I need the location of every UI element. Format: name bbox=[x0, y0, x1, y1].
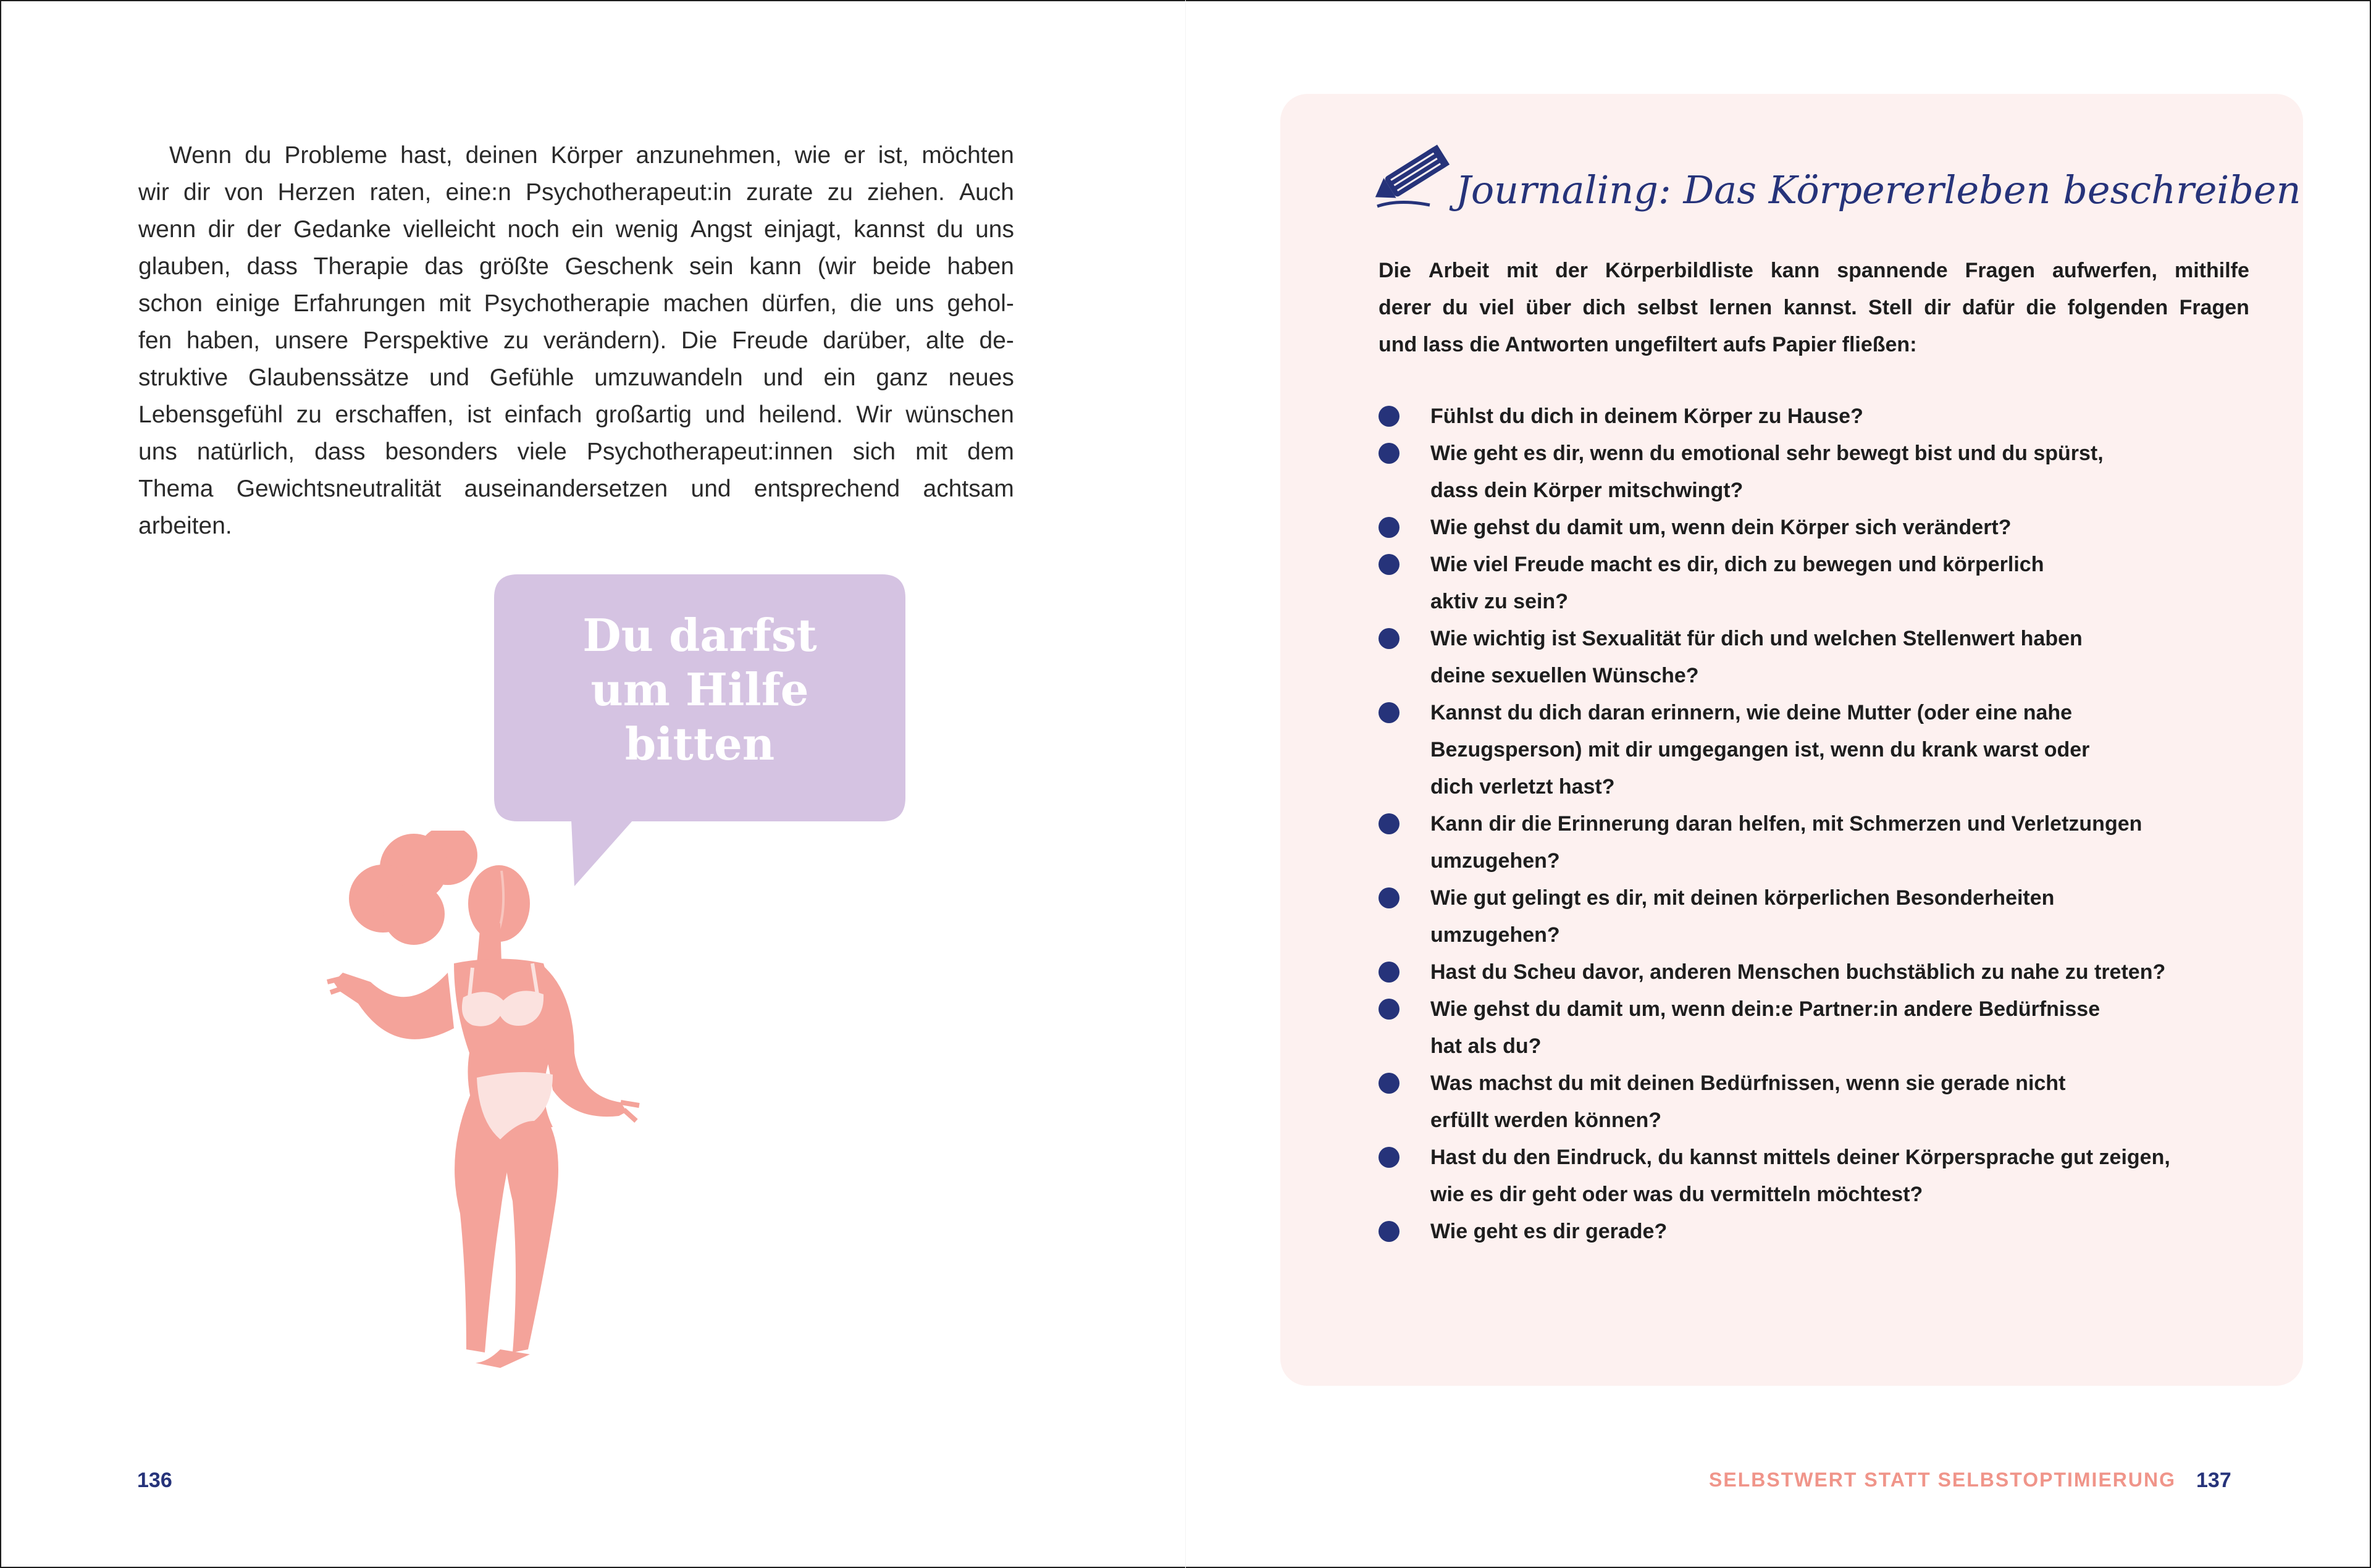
journaling-intro bbox=[1379, 252, 2249, 363]
word: Arbeit bbox=[1428, 259, 1490, 282]
word: anzunehmen, bbox=[636, 142, 782, 169]
body-line bbox=[138, 322, 1014, 359]
word: besonders bbox=[385, 438, 498, 465]
word: du bbox=[1442, 296, 1468, 319]
question-text: Wie wichtig ist Sexualität für dich und welchen Stellenwert haben deine sexuellen Wünsche? bbox=[1430, 627, 2083, 687]
word: er bbox=[844, 142, 865, 169]
bullet-dot bbox=[1379, 887, 1400, 908]
question-text: Wie viel Freude macht es dir, dich zu bewegen und körperlich aktiv zu sein? bbox=[1430, 553, 2044, 613]
question-item bbox=[1379, 509, 2280, 546]
word: der bbox=[246, 216, 282, 243]
body-line bbox=[138, 285, 1014, 322]
word: machen bbox=[663, 290, 749, 317]
word: umzuwandeln bbox=[594, 364, 743, 391]
word: und bbox=[690, 476, 731, 502]
word: zu bbox=[827, 179, 853, 206]
word: und bbox=[705, 401, 745, 428]
word: Freude bbox=[732, 327, 808, 354]
word: eine:n bbox=[445, 179, 511, 206]
word: Körper bbox=[550, 142, 623, 169]
word: dürfen, bbox=[762, 290, 837, 317]
question-item bbox=[1379, 805, 2280, 879]
word: die bbox=[2026, 296, 2057, 319]
word: noch bbox=[507, 216, 560, 243]
bubble-line: Du darfst bbox=[582, 609, 817, 661]
word: Erfahrungen bbox=[293, 290, 426, 317]
word: Stell bbox=[1868, 296, 1913, 319]
word: Therapie bbox=[313, 253, 409, 280]
question-item bbox=[1379, 1139, 2280, 1213]
word: wenn bbox=[138, 216, 196, 243]
word: großartig bbox=[595, 401, 692, 428]
word: neues bbox=[948, 364, 1014, 391]
word: uns bbox=[895, 290, 934, 317]
word: ist, bbox=[878, 142, 909, 169]
word: aufwerfen, bbox=[2052, 259, 2158, 282]
word: wir bbox=[138, 179, 169, 206]
word: Psychotherapie bbox=[484, 290, 650, 317]
word: heilend. bbox=[758, 401, 843, 428]
word: deinen bbox=[465, 142, 538, 169]
word: wie bbox=[794, 142, 831, 169]
word: Glaubenssätze bbox=[248, 364, 409, 391]
bullet-dot bbox=[1379, 1147, 1400, 1168]
word: über bbox=[1525, 296, 1572, 319]
word: haben bbox=[947, 253, 1014, 280]
woman-illustration bbox=[315, 831, 661, 1386]
word: darüber, bbox=[823, 327, 912, 354]
word: die bbox=[850, 290, 883, 317]
word: Lebensgefühl bbox=[138, 401, 283, 428]
question-text: Wie geht es dir gerade? bbox=[1430, 1220, 1668, 1243]
word: zu bbox=[296, 401, 322, 428]
body-line bbox=[138, 396, 1014, 434]
word: Auch bbox=[959, 179, 1014, 206]
body-line bbox=[138, 137, 1014, 174]
question-item bbox=[1379, 1065, 2280, 1139]
word: Die bbox=[1379, 259, 1411, 282]
body-line: arbeiten. bbox=[138, 513, 232, 539]
bullet-dot bbox=[1379, 1073, 1400, 1094]
question-text: Wie gut gelingt es dir, mit deinen körperlichen Besonderheiten umzugehen? bbox=[1430, 886, 2055, 947]
page-number-left: 136 bbox=[137, 1469, 172, 1492]
word: viele bbox=[517, 438, 567, 465]
word: wünschen bbox=[905, 401, 1014, 428]
word: achtsam bbox=[923, 476, 1014, 502]
word: schon bbox=[138, 290, 203, 317]
word: entsprechend bbox=[753, 476, 900, 502]
word: (wir bbox=[817, 253, 857, 280]
body-line bbox=[138, 211, 1014, 248]
word: glauben, bbox=[138, 253, 231, 280]
word: von bbox=[224, 179, 264, 206]
word: Wenn bbox=[169, 142, 232, 169]
word: und bbox=[429, 364, 470, 391]
word: kannst. bbox=[1783, 296, 1857, 319]
speech-bubble-text bbox=[519, 608, 881, 771]
word: struktive bbox=[138, 364, 229, 391]
body-line bbox=[138, 248, 1014, 285]
word: ist bbox=[467, 401, 492, 428]
question-item bbox=[1379, 1213, 2280, 1250]
word: haben, bbox=[186, 327, 261, 354]
word: ein bbox=[571, 216, 604, 243]
word: sein bbox=[689, 253, 734, 280]
bullet-dot bbox=[1379, 999, 1400, 1020]
word: vielleicht bbox=[403, 216, 496, 243]
question-text: Hast du Scheu davor, anderen Menschen buchstäblich zu nahe zu treten? bbox=[1430, 960, 2166, 984]
word: kann bbox=[749, 253, 802, 280]
body-line bbox=[138, 434, 1014, 471]
word: spannende bbox=[1837, 259, 1948, 282]
bullet-dot bbox=[1379, 1221, 1400, 1242]
question-item bbox=[1379, 954, 2280, 991]
word: derer bbox=[1379, 296, 1432, 319]
word: folgenden bbox=[2067, 296, 2168, 319]
question-item bbox=[1379, 991, 2280, 1065]
word: kann bbox=[1770, 259, 1820, 282]
word: Die bbox=[681, 327, 718, 354]
question-text: Wie gehst du damit um, wenn dein Körper sich verändert? bbox=[1430, 516, 2012, 539]
pencil-icon bbox=[1374, 137, 1458, 211]
word: unsere bbox=[274, 327, 349, 354]
word: du bbox=[936, 216, 963, 243]
word: uns bbox=[975, 216, 1014, 243]
word: zu bbox=[503, 327, 529, 354]
word: einjagt, bbox=[764, 216, 842, 243]
word: sich bbox=[852, 438, 896, 465]
word: Gedanke bbox=[293, 216, 392, 243]
bullet-dot bbox=[1379, 813, 1400, 834]
question-item bbox=[1379, 694, 2280, 805]
intro-line: und lass die Antworten ungefiltert aufs Papier fließen: bbox=[1379, 333, 1917, 356]
word: der bbox=[1555, 259, 1588, 282]
word: Angst bbox=[690, 216, 752, 243]
bullet-dot bbox=[1379, 962, 1400, 983]
word: mit bbox=[439, 290, 471, 317]
word: hast, bbox=[400, 142, 453, 169]
bullet-dot bbox=[1379, 702, 1400, 723]
word: mit bbox=[915, 438, 948, 465]
word: raten, bbox=[369, 179, 432, 206]
question-item bbox=[1379, 435, 2280, 509]
question-item bbox=[1379, 398, 2280, 435]
word: wenig bbox=[615, 216, 679, 243]
word: Herzen bbox=[277, 179, 356, 206]
word: dass bbox=[246, 253, 298, 280]
word: dem bbox=[967, 438, 1014, 465]
word: das bbox=[424, 253, 464, 280]
body-line bbox=[138, 174, 1014, 211]
word: fen bbox=[138, 327, 172, 354]
question-item bbox=[1379, 879, 2280, 954]
spine-gutter bbox=[1185, 0, 1186, 1568]
word: dass bbox=[314, 438, 366, 465]
question-item bbox=[1379, 620, 2280, 694]
word: zurate bbox=[746, 179, 813, 206]
bubble-line: bitten bbox=[624, 718, 775, 770]
word: Gewichtsneutralität bbox=[236, 476, 442, 502]
word: verändern). bbox=[543, 327, 667, 354]
question-text: Hast du den Eindruck, du kannst mittels deiner Körpersprache gut zeigen, wie es dir geht oder was du vermitteln möchtest? bbox=[1430, 1146, 2170, 1206]
word: einfach bbox=[504, 401, 582, 428]
word: dafür bbox=[1962, 296, 2015, 319]
word: erschaffen, bbox=[335, 401, 454, 428]
question-list bbox=[1379, 398, 2280, 1250]
word: lernen bbox=[1709, 296, 1773, 319]
word: ziehen. bbox=[867, 179, 945, 206]
word: Körperbildliste bbox=[1605, 259, 1753, 282]
word: Wir bbox=[856, 401, 892, 428]
body-line bbox=[138, 471, 1014, 508]
word: dich bbox=[1582, 296, 1626, 319]
word: möchten bbox=[921, 142, 1014, 169]
bullet-dot bbox=[1379, 628, 1400, 649]
question-text: Fühlst du dich in deinem Körper zu Hause? bbox=[1430, 405, 1863, 428]
word: ganz bbox=[876, 364, 928, 391]
word: ein bbox=[823, 364, 856, 391]
bullet-dot bbox=[1379, 517, 1400, 538]
word: Geschenk bbox=[564, 253, 674, 280]
word: Fragen bbox=[2179, 296, 2249, 319]
word: uns bbox=[138, 438, 177, 465]
word: Psychotherapeut:in bbox=[526, 179, 732, 206]
word: Perspektive bbox=[363, 327, 489, 354]
word: dir bbox=[1924, 296, 1951, 319]
word: selbst bbox=[1637, 296, 1698, 319]
word: und bbox=[763, 364, 804, 391]
word: Psychotherapeut:innen bbox=[586, 438, 833, 465]
body-line bbox=[138, 359, 1014, 396]
page-number-right: 137 bbox=[2196, 1469, 2231, 1492]
question-text: Wie gehst du damit um, wenn dein:e Partner:in andere Bedürfnisse hat als du? bbox=[1430, 997, 2100, 1058]
question-text: Kannst du dich daran erinnern, wie deine Mutter (oder eine nahe Bezugsperson) mit dir umgegangen ist, wenn du krank warst oder dich verletzt hast? bbox=[1430, 701, 2090, 799]
bullet-dot bbox=[1379, 406, 1400, 427]
word: Thema bbox=[138, 476, 214, 502]
running-head: SELBSTWERT STATT SELBSTOPTIMIERUNG bbox=[1709, 1469, 2176, 1491]
question-text: Was machst du mit deinen Bedürfnissen, wenn sie gerade nicht erfüllt werden können? bbox=[1430, 1071, 2066, 1132]
body-paragraph bbox=[138, 137, 1014, 545]
bullet-dot bbox=[1379, 554, 1400, 575]
question-text: Kann dir die Erinnerung daran helfen, mit Schmerzen und Verletzungen umzugehen? bbox=[1430, 812, 2142, 873]
word: auseinandersetzen bbox=[464, 476, 668, 502]
intro-line bbox=[1379, 252, 2249, 289]
question-item bbox=[1379, 546, 2280, 620]
question-text: Wie geht es dir, wenn du emotional sehr bewegt bist und du spürst, dass dein Körper mitschwingt? bbox=[1430, 442, 2104, 502]
journaling-title: Journaling: Das Körpererleben beschreiben bbox=[1456, 167, 2301, 212]
word: Fragen bbox=[1965, 259, 2035, 282]
word: beide bbox=[872, 253, 931, 280]
word: gehol- bbox=[947, 290, 1014, 317]
word: dir bbox=[183, 179, 211, 206]
word: mit bbox=[1506, 259, 1538, 282]
word: Gefühle bbox=[489, 364, 574, 391]
word: alte bbox=[926, 327, 965, 354]
word: Probleme bbox=[284, 142, 388, 169]
word: größte bbox=[479, 253, 549, 280]
word: du bbox=[245, 142, 272, 169]
word: mithilfe bbox=[2174, 259, 2249, 282]
word: de- bbox=[979, 327, 1014, 354]
word: einige bbox=[216, 290, 280, 317]
word: dir bbox=[208, 216, 235, 243]
word: kannst bbox=[854, 216, 925, 243]
word: natürlich, bbox=[196, 438, 295, 465]
bubble-line: um Hilfe bbox=[590, 663, 809, 716]
bullet-dot bbox=[1379, 443, 1400, 464]
word: viel bbox=[1479, 296, 1515, 319]
intro-line bbox=[1379, 289, 2249, 326]
